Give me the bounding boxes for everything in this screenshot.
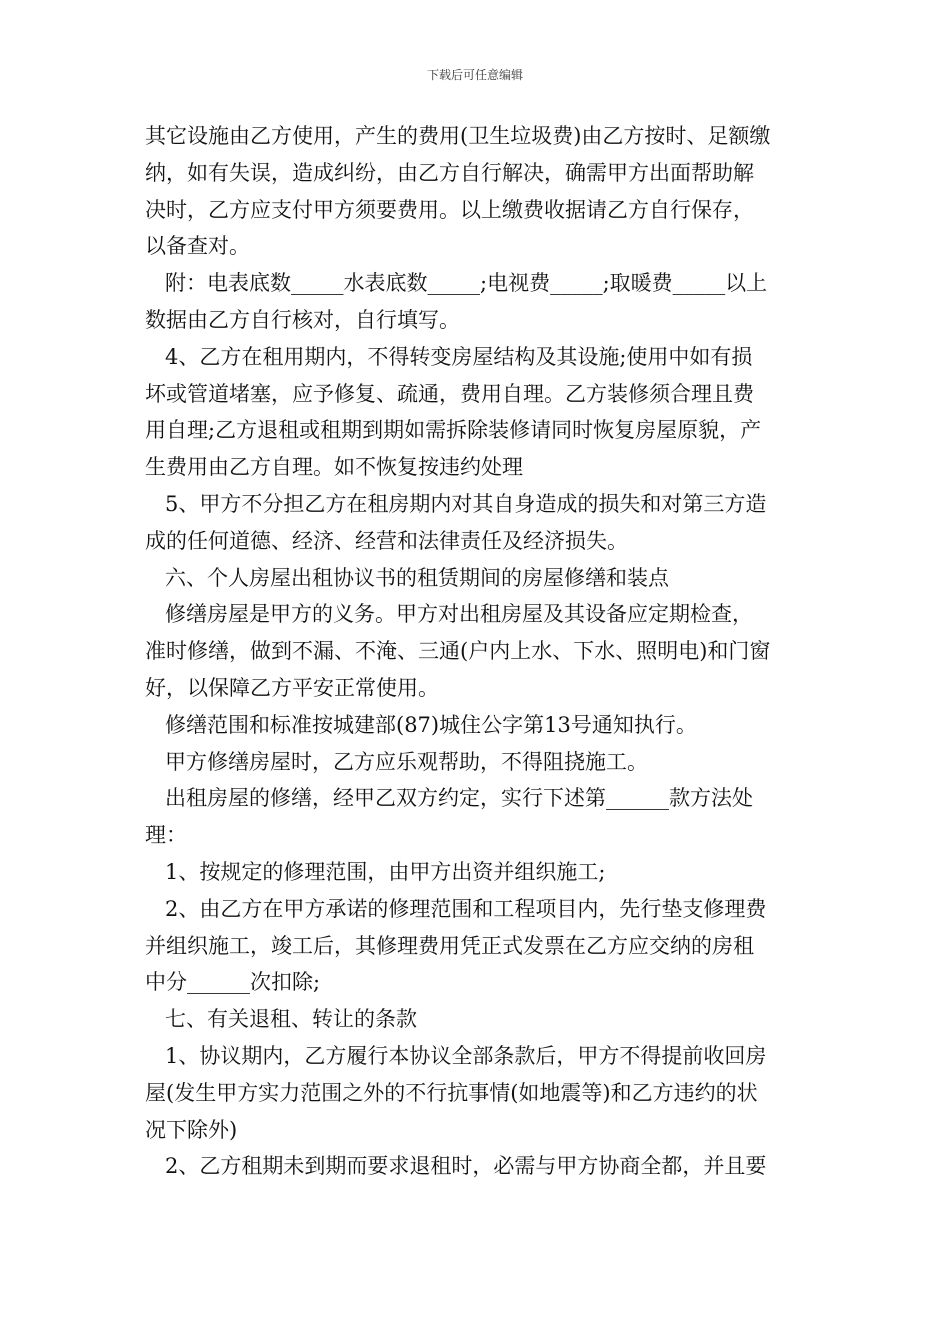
text-line: 屋(发生甲方实力范围之外的不行抗事情(如地震等)和乙方违约的状 bbox=[145, 1080, 758, 1105]
text-line: 并组织施工，竣工后，其修理费用凭正式发票在乙方应交纳的房租 bbox=[145, 933, 754, 958]
text-line: 准时修缮，做到不漏、不淹、三通(户内上水、下水、照明电)和门窗 bbox=[145, 639, 771, 664]
text-line: 纳，如有失误，造成纠纷，由乙方自行解决，确需甲方出面帮助解 bbox=[145, 160, 754, 185]
text-line: 况下除外) bbox=[145, 1117, 238, 1142]
text-line: 出租房屋的修缮，经甲乙双方约定，实行下述第______款方法处 bbox=[165, 786, 753, 811]
section-heading: 七、有关退租、转让的条款 bbox=[165, 1007, 417, 1032]
text-line: 甲方修缮房屋时，乙方应乐观帮助，不得阻挠施工。 bbox=[165, 749, 648, 774]
text-line: 坏或管道堵塞，应予修复、疏通，费用自理。乙方装修须合理且费 bbox=[145, 381, 754, 406]
text-line: 成的任何道德、经济、经营和法律责任及经济损失。 bbox=[145, 528, 628, 553]
text-line: 决时，乙方应支付甲方须要费用。以上缴费收据请乙方自行保存， bbox=[145, 197, 754, 222]
text-line: 附：电表底数_____水表底数_____;电视费_____;取暖费_____以上 bbox=[165, 271, 768, 296]
text-line: 其它设施由乙方使用，产生的费用(卫生垃圾费)由乙方按时、足额缴 bbox=[145, 124, 771, 148]
text-line: 4、乙方在租用期内，不得转变房屋结构及其设施;使用中如有损 bbox=[165, 344, 753, 369]
text-line: 修缮范围和标准按城建部(87)城住公字第13号通知执行。 bbox=[165, 712, 697, 737]
document-body bbox=[145, 118, 810, 1185]
text-line: 好，以保障乙方平安正常使用。 bbox=[145, 675, 439, 700]
section-heading: 六、个人房屋出租协议书的租赁期间的房屋修缮和装点 bbox=[165, 565, 669, 590]
text-line: 生费用由乙方自理。如不恢复按违约处理 bbox=[145, 455, 523, 480]
page-header: 下载后可任意编辑 bbox=[426, 68, 523, 82]
text-line: 用自理;乙方退租或租期到期如需拆除装修请同时恢复房屋原貌，产 bbox=[145, 418, 762, 443]
text-line: 数据由乙方自行核对，自行填写。 bbox=[145, 307, 460, 332]
text-line: 以备查对。 bbox=[145, 234, 250, 259]
text-line: 2、由乙方在甲方承诺的修理范围和工程项目内，先行垫支修理费 bbox=[165, 896, 767, 921]
text-line: 1、按规定的修理范围，由甲方出资并组织施工; bbox=[165, 859, 606, 884]
text-line: 理： bbox=[145, 823, 187, 848]
text-line: 中分______次扣除; bbox=[145, 970, 321, 995]
text-line: 1、协议期内，乙方履行本协议全部条款后，甲方不得提前收回房 bbox=[165, 1043, 767, 1068]
text-line: 5、甲方不分担乙方在租房期内对其自身造成的损失和对第三方造 bbox=[165, 491, 767, 516]
text-line: 修缮房屋是甲方的义务。甲方对出租房屋及其设备应定期检查， bbox=[165, 602, 753, 627]
text-line: 2、乙方租期未到期而要求退租时，必需与甲方协商全都，并且要 bbox=[165, 1154, 767, 1179]
